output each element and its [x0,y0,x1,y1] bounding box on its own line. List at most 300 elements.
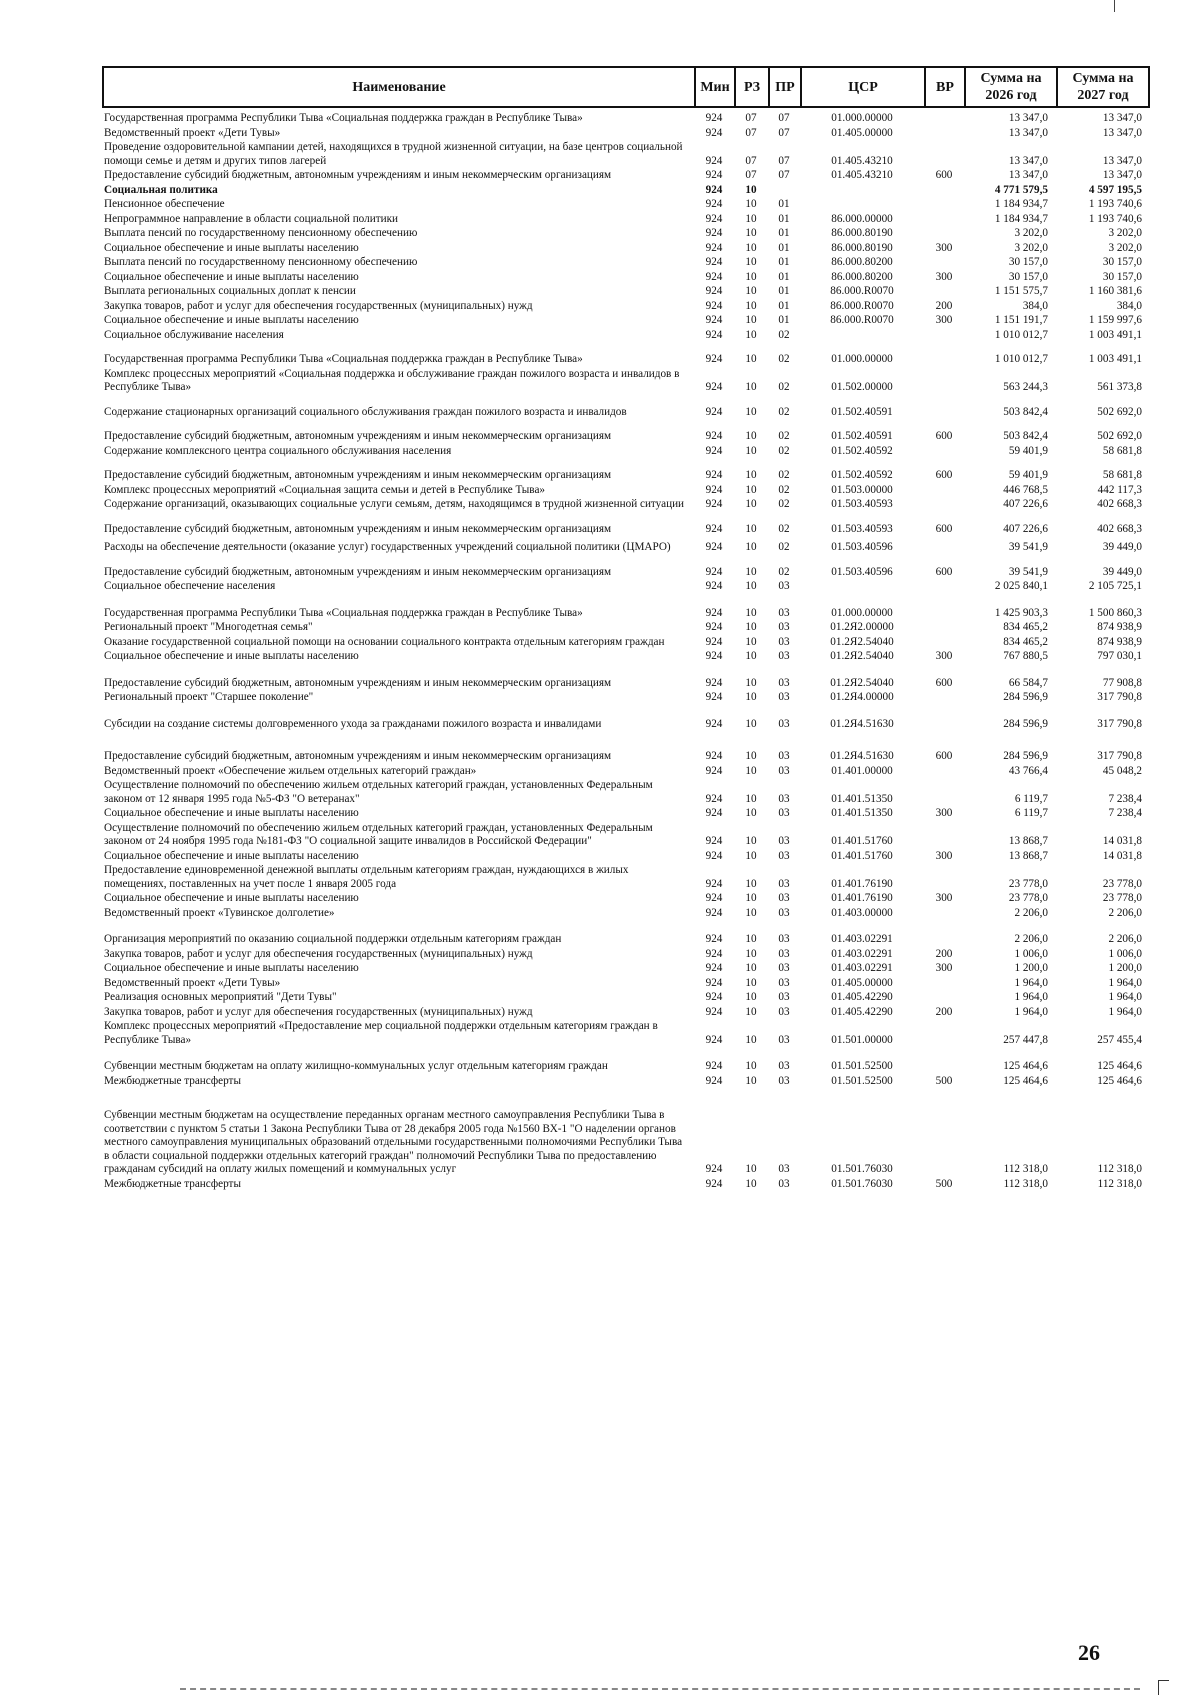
row-min: 924 [705,430,723,442]
row-name: Государственная программа Республики Тыва «Социальная поддержка граждан в Республике Тыва» [104,353,583,365]
row-min: 924 [705,314,723,326]
table-row [102,580,1148,595]
row-sum-2026: 39 541,9 [1008,565,1048,578]
row-rz: 10 [745,256,757,268]
row-rz: 07 [745,126,757,139]
row-rz: 10 [745,1074,757,1087]
row-sum-2026: 1 006,0 [1014,947,1048,960]
row-sum-2027: 23 778,0 [1102,877,1142,890]
row-name: Социальное обеспечение и иные выплаты населению [104,314,359,326]
table-row [102,566,1148,581]
row-sum-2026: 30 157,0 [1008,256,1048,268]
row-name: Расходы на обеспечение деятельности (оказание услуг) государственных учреждений социальной политики (ЦМАРО) [104,541,671,553]
row-sum-2026: 39 541,9 [1008,541,1048,553]
row-pr: 01 [778,241,790,254]
row-rz: 10 [745,650,757,662]
table-row [102,227,1148,242]
row-csr: 01.403.00000 [831,906,893,919]
row-vr: 300 [935,807,953,819]
row-sum-2026: 1 184 934,7 [994,212,1048,225]
row-pr: 01 [778,270,790,283]
row-pr: 02 [778,498,790,510]
row-min: 924 [705,835,723,847]
row-pr: 02 [778,381,790,393]
header-sum-2026: Сумма на 2026 год [965,67,1057,107]
row-min: 924 [705,991,723,1003]
row-pr: 02 [778,522,790,535]
row-csr [800,594,924,595]
row-min: 924 [705,299,723,312]
row-csr: 01.401.51350 [831,807,893,819]
row-vr [924,512,964,513]
row-vr [924,594,964,595]
row-name: Содержание комплексного центра социального обслуживания населения [104,444,452,457]
row-vr: 300 [935,650,953,662]
table-row [102,750,1148,765]
row-min: 924 [705,1177,723,1190]
row-rz: 10 [745,976,757,989]
header-name: Наименование [103,67,695,107]
row-name: Социальное обеспечение и иные выплаты населению [104,270,359,283]
table-row [102,271,1148,286]
row-name: Осуществление полномочий по обеспечению жильем отдельных категорий граждан, установленных Федеральным законом от 12 января 1995 года №5-ФЗ "О ветеранах" [104,779,653,805]
row-pr: 02 [778,328,790,341]
row-sum-2027: 3 202,0 [1108,227,1142,239]
row-csr: 01.405.42290 [831,1005,893,1018]
row-csr: 01.401.00000 [831,764,893,777]
row-vr: 200 [935,947,953,960]
row-sum-2026: 284 596,9 [1003,750,1048,762]
row-csr: 86.000.R0070 [830,285,894,297]
table-row [102,822,1148,850]
row-sum-2027: 1 003 491,1 [1088,353,1142,365]
row-vr [924,497,964,498]
row-min: 924 [705,849,723,862]
row-rz: 10 [745,1177,757,1190]
row-vr [924,197,964,198]
row-rz: 10 [745,892,757,904]
table-row [102,1178,1148,1193]
row-sum-2026: 3 202,0 [1014,241,1048,254]
row-vr [924,226,964,227]
row-vr: 300 [935,849,953,862]
row-csr: 01.503.40593 [831,498,893,510]
row-name: Закупка товаров, работ и услуг для обеспечения государственных (муниципальных) нужд [104,299,533,312]
row-min: 924 [705,580,723,592]
header-vr: ВР [925,67,965,107]
row-min: 924 [705,183,723,196]
table-body [102,112,1148,1192]
row-sum-2026: 66 584,7 [1008,676,1048,689]
table-row [102,962,1148,977]
row-sum-2027: 874 938,9 [1097,635,1142,648]
row-sum-2026: 13 347,0 [1008,154,1048,167]
table-header [102,66,1150,108]
table-row [102,169,1148,184]
row-name: Социальное обеспечение и иные выплаты населению [104,849,359,862]
scan-corner-mark [1158,1680,1169,1695]
row-rz: 10 [745,483,757,496]
row-vr: 600 [935,750,953,762]
row-min: 924 [705,807,723,819]
row-csr: 01.405.43210 [831,154,893,167]
row-sum-2026: 59 401,9 [1008,469,1048,481]
table-row [102,406,1148,421]
row-csr: 01.403.02291 [831,947,893,960]
row-sum-2027: 2 105 725,1 [1088,580,1142,592]
row-pr: 03 [778,835,790,847]
row-pr: 03 [778,962,790,974]
row-name: Предоставление субсидий бюджетным, автономным учреждениям и иным некоммерческим организациям [104,565,612,578]
row-csr: 01.401.76190 [831,892,893,904]
row-vr: 600 [935,169,953,181]
row-name: Субсидии на создание системы долговременного ухода за гражданами пожилого возраста и инвалидами [104,717,602,730]
row-pr: 02 [778,405,790,418]
row-pr: 02 [778,565,790,578]
row-pr: 07 [778,154,790,167]
row-min: 924 [705,469,723,481]
row-min: 924 [705,906,723,919]
row-name: Социальная политика [104,183,218,196]
row-csr: 86.000.80200 [831,256,893,268]
row-rz: 10 [745,906,757,919]
row-sum-2027: 1 964,0 [1108,1005,1142,1018]
row-sum-2027: 77 908,8 [1102,676,1142,689]
row-pr: 03 [778,606,790,619]
row-min: 924 [705,892,723,904]
row-min: 924 [705,650,723,662]
row-rz: 10 [745,849,757,862]
row-min: 924 [705,962,723,974]
row-sum-2026: 125 464,6 [1003,1074,1048,1087]
row-name: Ведомственный проект «Дети Тувы» [104,976,281,989]
row-sum-2027: 45 048,2 [1102,764,1142,777]
row-sum-2027: 125 464,6 [1097,1060,1142,1072]
row-name: Ведомственный проект «Тувинское долголетие» [104,906,335,919]
row-csr: 01.2Я2.54040 [830,676,894,689]
row-min: 924 [705,1060,723,1072]
row-csr: 01.403.02291 [831,933,893,945]
table-row [102,607,1148,622]
row-rz: 10 [745,285,757,297]
row-min: 924 [705,933,723,945]
row-min: 924 [705,1163,723,1175]
row-rz: 10 [745,430,757,442]
row-sum-2027: 402 668,3 [1097,498,1142,510]
row-vr [924,990,964,991]
row-pr: 03 [778,1074,790,1087]
row-pr: 03 [778,764,790,777]
row-vr: 600 [935,430,953,442]
row-min: 924 [705,353,723,365]
row-sum-2027: 1 193 740,6 [1088,198,1142,210]
row-csr: 01.405.42290 [831,991,893,1003]
row-csr: 01.501.52500 [831,1074,893,1087]
row-sum-2027: 2 206,0 [1108,906,1142,919]
row-name: Выплата пенсий по государственному пенсионному обеспечению [104,227,418,239]
row-rz: 10 [745,877,757,890]
row-min: 924 [705,565,723,578]
row-min: 924 [705,212,723,225]
row-name: Предоставление субсидий бюджетным, автономным учреждениям и иным некоммерческим организациям [104,169,612,181]
row-sum-2027: 1 193 740,6 [1088,212,1142,225]
row-sum-2026: 13 868,7 [1008,835,1048,847]
row-min: 924 [705,691,723,703]
row-sum-2026: 13 347,0 [1008,112,1048,124]
row-vr [924,126,964,127]
row-vr [924,395,964,396]
row-name: Непрограммное направление в области социальной политики [104,212,398,225]
row-rz: 10 [745,541,757,553]
row-sum-2026: 2 025 840,1 [994,580,1048,592]
row-pr: 07 [778,126,790,139]
row-csr: 01.405.00000 [831,976,893,989]
row-name: Комплекс процессных мероприятий «Предоставление мер социальной поддержки отдельным категориям граждан в Республике Тыва» [104,1020,658,1046]
row-sum-2026: 563 244,3 [1003,381,1048,393]
row-csr: 01.2Я2.54040 [830,635,894,648]
row-csr: 01.501.76030 [831,1177,893,1190]
row-pr: 03 [778,1005,790,1018]
row-pr: 03 [778,976,790,989]
row-pr: 02 [778,541,790,553]
row-rz: 10 [745,522,757,535]
row-rz: 10 [745,717,757,730]
row-sum-2026: 59 401,9 [1008,444,1048,457]
row-rz: 10 [745,792,757,805]
row-pr: 03 [778,580,790,592]
table-row [102,353,1148,368]
row-name: Содержание организаций, оказывающих социальные услуги семьям, детям, находящимся в трудной жизненной ситуации [104,498,685,510]
row-sum-2027: 561 373,8 [1097,381,1142,393]
row-sum-2027: 13 347,0 [1102,126,1142,139]
row-csr: 01.502.40592 [831,469,893,481]
row-vr: 600 [935,522,953,535]
row-pr: 03 [778,877,790,890]
table-row [102,677,1148,692]
row-rz: 10 [745,991,757,1003]
row-name: Социальное обеспечение и иные выплаты населению [104,807,359,819]
row-pr: 03 [778,676,790,689]
row-min: 924 [705,522,723,535]
row-rz: 10 [745,807,757,819]
row-pr: 03 [778,991,790,1003]
row-name: Пенсионное обеспечение [104,198,225,210]
table-row [102,1006,1148,1021]
row-sum-2026: 1 200,0 [1014,962,1048,974]
row-vr [924,620,964,621]
row-sum-2026: 1 151 575,7 [994,285,1048,297]
row-pr: 01 [778,314,790,326]
row-rz: 10 [745,405,757,418]
row-min: 924 [705,405,723,418]
row-pr: 03 [778,1060,790,1072]
row-vr: 500 [935,1074,953,1087]
row-sum-2027: 125 464,6 [1097,1074,1142,1087]
row-pr: 03 [778,906,790,919]
row-rz: 10 [745,962,757,974]
row-rz: 10 [745,750,757,762]
table-row [102,484,1148,499]
row-sum-2026: 13 347,0 [1008,126,1048,139]
row-pr: 03 [778,792,790,805]
row-min: 924 [705,169,723,181]
row-sum-2026: 1 425 903,3 [994,606,1048,619]
row-name: Социальное обеспечение и иные выплаты населению [104,241,359,254]
row-vr [924,419,964,420]
row-vr [924,212,964,213]
row-name: Предоставление субсидий бюджетным, автономным учреждениям и иным некоммерческим организациям [104,676,612,689]
row-csr: 01.503.40596 [831,541,893,553]
row-sum-2027: 14 031,8 [1102,849,1142,862]
row-vr: 300 [935,270,953,283]
row-sum-2026: 1 151 191,7 [994,314,1048,326]
table-row [102,991,1148,1006]
row-sum-2026: 112 318,0 [1003,1177,1048,1190]
row-min: 924 [705,764,723,777]
row-name: Комплекс процессных мероприятий «Социальная поддержка и обслуживание граждан пожилого возраста и инвалидов в Республике Тыва» [104,367,680,393]
table-row [102,430,1148,445]
row-csr [800,342,924,343]
row-min: 924 [705,498,723,510]
row-csr: 86.000.R0070 [830,299,894,312]
row-name: Организация мероприятий по оказанию социальной поддержки отдельным категориям граждан [104,933,562,945]
row-name: Социальное обеспечение и иные выплаты населению [104,962,359,974]
row-csr: 01.405.00000 [831,126,893,139]
table-row [102,141,1148,169]
table-row [102,184,1148,199]
row-rz: 07 [745,154,757,167]
row-min: 924 [705,198,723,210]
row-min: 924 [705,1005,723,1018]
table-row [102,718,1148,733]
row-sum-2027: 13 347,0 [1102,154,1142,167]
row-vr [924,731,964,732]
row-rz: 10 [745,444,757,457]
row-rz: 10 [745,676,757,689]
table-row [102,765,1148,780]
row-min: 924 [705,285,723,297]
row-sum-2026: 125 464,6 [1003,1060,1048,1072]
row-sum-2026: 767 880,5 [1003,650,1048,662]
row-vr: 300 [935,314,953,326]
row-min: 924 [705,717,723,730]
row-vr [924,635,964,636]
table-row [102,1109,1148,1178]
row-sum-2027: 317 790,8 [1097,691,1142,703]
row-rz: 10 [745,1163,757,1175]
table-row [102,850,1148,865]
row-sum-2026: 284 596,9 [1003,691,1048,703]
row-sum-2027: 502 692,0 [1097,430,1142,442]
row-sum-2027: 3 202,0 [1108,241,1142,254]
row-name: Предоставление субсидий бюджетным, автономным учреждениям и иным некоммерческим организациям [104,469,612,481]
row-csr: 01.503.00000 [831,483,893,496]
table-row [102,498,1148,513]
row-min: 924 [705,483,723,496]
row-name: Государственная программа Республики Тыва «Социальная поддержка граждан в Республике Тыва» [104,112,583,124]
row-min: 924 [705,541,723,553]
row-sum-2026: 1 010 012,7 [994,353,1048,365]
row-csr: 01.403.02291 [831,962,893,974]
row-sum-2026: 1 964,0 [1014,976,1048,989]
row-rz: 10 [745,241,757,254]
row-csr: 01.000.00000 [831,353,893,365]
row-vr [924,342,964,343]
row-sum-2027: 13 347,0 [1102,169,1142,181]
row-sum-2027: 874 938,9 [1097,621,1142,633]
table-row [102,691,1148,706]
table-row [102,213,1148,228]
row-name: Предоставление субсидий бюджетным, автономным учреждениям и иным некоммерческим организациям [104,522,612,535]
row-sum-2027: 7 238,4 [1108,807,1142,819]
table-row [102,1075,1148,1090]
row-name: Межбюджетные трансферты [104,1177,241,1190]
row-pr: 02 [778,353,790,365]
row-name: Ведомственный проект «Обеспечение жильем отдельных категорий граждан» [104,764,477,777]
row-pr: 01 [778,299,790,312]
row-name: Выплата региональных социальных доплат к пенсии [104,285,356,297]
header-sum-2027: Сумма на 2027 год [1057,67,1149,107]
row-csr: 01.000.00000 [831,606,893,619]
row-sum-2026: 1 964,0 [1014,991,1048,1003]
row-sum-2027: 2 206,0 [1108,933,1142,945]
row-vr [924,778,964,779]
row-sum-2027: 58 681,8 [1102,444,1142,457]
row-pr: 03 [778,947,790,960]
row-sum-2027: 1 160 381,6 [1088,285,1142,297]
row-sum-2027: 39 449,0 [1102,541,1142,553]
row-sum-2026: 1 184 934,7 [994,198,1048,210]
row-vr: 600 [935,565,953,578]
row-sum-2026: 30 157,0 [1008,270,1048,283]
row-sum-2027: 112 318,0 [1097,1177,1142,1190]
row-vr [924,458,964,459]
table-row [102,368,1148,396]
row-name: Предоставление единовременной денежной выплаты отдельным категориям граждан, нуждающихся в жилых помещениях, поставленных на учет после 1 января 2005 года [104,864,629,890]
row-sum-2026: 834 465,2 [1003,635,1048,648]
row-pr: 03 [778,807,790,819]
page-number: 26 [1078,1640,1100,1665]
table-row [102,1060,1148,1075]
row-sum-2026: 23 778,0 [1008,877,1048,890]
table-row [102,112,1148,127]
row-rz: 10 [745,1033,757,1046]
row-sum-2027: 1 200,0 [1108,962,1142,974]
table-row [102,892,1148,907]
row-rz: 10 [745,381,757,393]
row-pr: 01 [778,198,790,210]
row-pr: 03 [778,1177,790,1190]
row-name: Проведение оздоровительной кампании детей, находящихся в трудной жизненной ситуации, на базе центров социальной помощи семье и детям и других типов лагерей [104,141,683,167]
table-row [102,807,1148,822]
row-sum-2027: 4 597 195,5 [1088,183,1142,196]
row-vr [924,920,964,921]
row-csr: 86.000.R0070 [830,314,894,326]
row-csr: 01.502.40591 [831,430,893,442]
row-name: Реализация основных мероприятий "Дети Тувы" [104,991,337,1003]
row-min: 924 [705,241,723,254]
row-rz: 10 [745,328,757,341]
row-csr: 01.401.51350 [831,792,893,805]
row-pr: 02 [778,483,790,496]
row-pr: 01 [778,227,790,239]
row-csr: 01.502.00000 [831,381,893,393]
row-vr [924,555,964,556]
row-min: 924 [705,444,723,457]
row-pr: 03 [778,933,790,945]
row-min: 924 [705,750,723,762]
row-sum-2026: 503 842,4 [1003,405,1048,418]
